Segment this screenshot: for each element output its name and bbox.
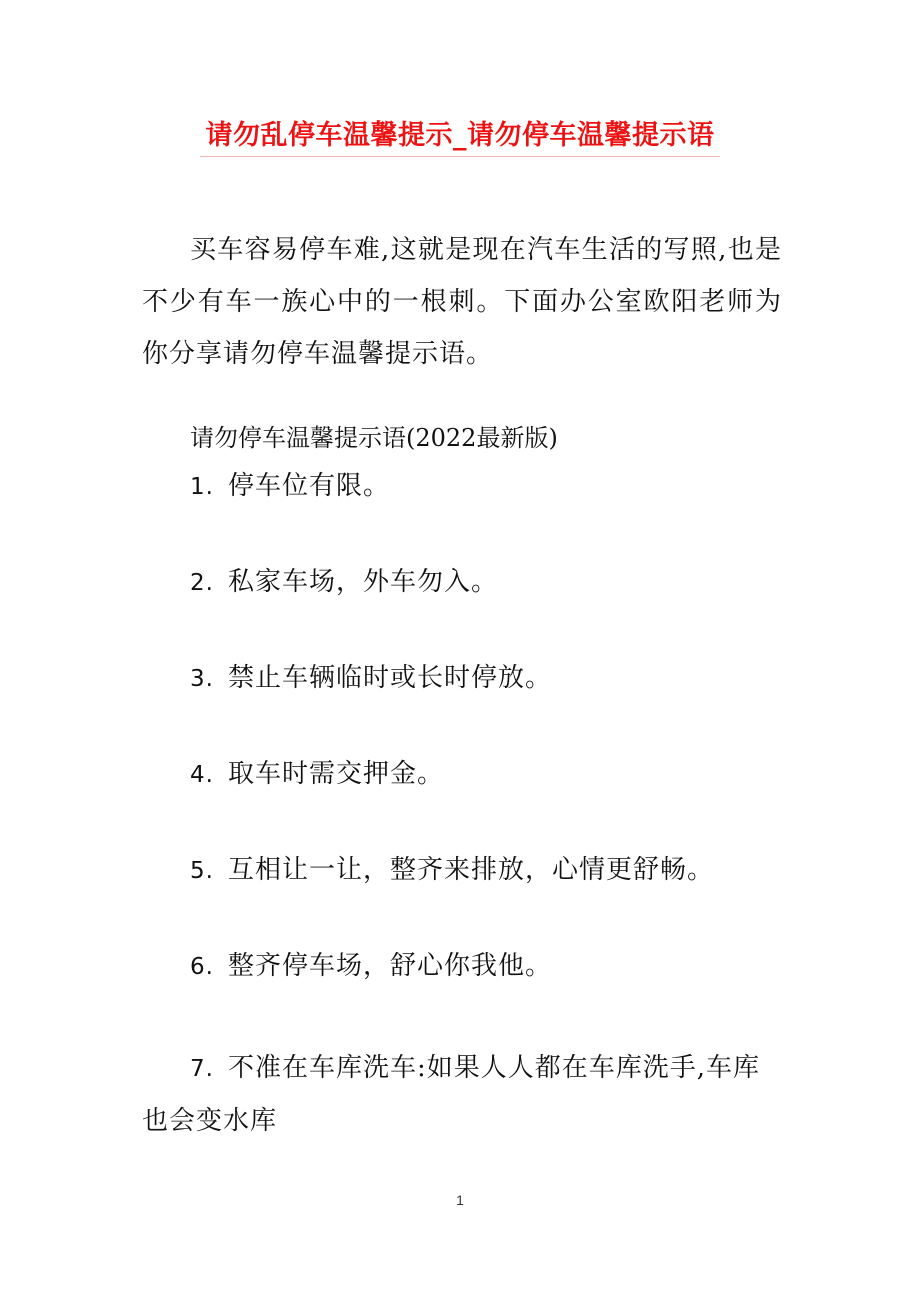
list-item (190, 466, 390, 507)
list-item-text: 私家车场，外车勿入。 (228, 567, 499, 597)
list-item (142, 1042, 782, 1147)
list-item (190, 850, 714, 891)
list-item (190, 754, 444, 795)
list-item (190, 562, 498, 603)
list-item-number: 7. (190, 1056, 214, 1082)
page-number: 1 (456, 1192, 464, 1208)
list-item-text: 整齐停车场，舒心你我他。 (228, 951, 553, 981)
list-subheading: 请勿停车温馨提示语(2022最新版) (190, 424, 558, 452)
list-item-number: 6. (190, 954, 214, 980)
list-item-text: 取车时需交押金。 (228, 759, 445, 789)
list-item-text: 不准在车库洗车:如果人人都在车库洗手,车库也会变水库 (142, 1053, 761, 1136)
list-item-number: 1. (190, 474, 214, 500)
list-item-text: 互相让一让，整齐来排放，心情更舒畅。 (228, 855, 715, 885)
list-item-number: 2. (190, 570, 214, 596)
intro-paragraph: 买车容易停车难,这就是现在汽车生活的写照,也是不少有车一族心中的一根刺。下面办公室欧阳老师为你分享请勿停车温馨提示语。 (142, 235, 782, 369)
document-title: 请勿乱停车温馨提示_请勿停车温馨提示语 (205, 120, 715, 151)
list-item (190, 946, 552, 987)
list-item-number: 4. (190, 762, 214, 788)
list-item (190, 658, 552, 699)
list-item-text: 禁止车辆临时或长时停放。 (228, 663, 553, 693)
list-item-number: 3. (190, 666, 214, 692)
list-item-text: 停车位有限。 (228, 471, 391, 501)
title-underline (200, 156, 720, 157)
list-item-number: 5. (190, 858, 214, 884)
